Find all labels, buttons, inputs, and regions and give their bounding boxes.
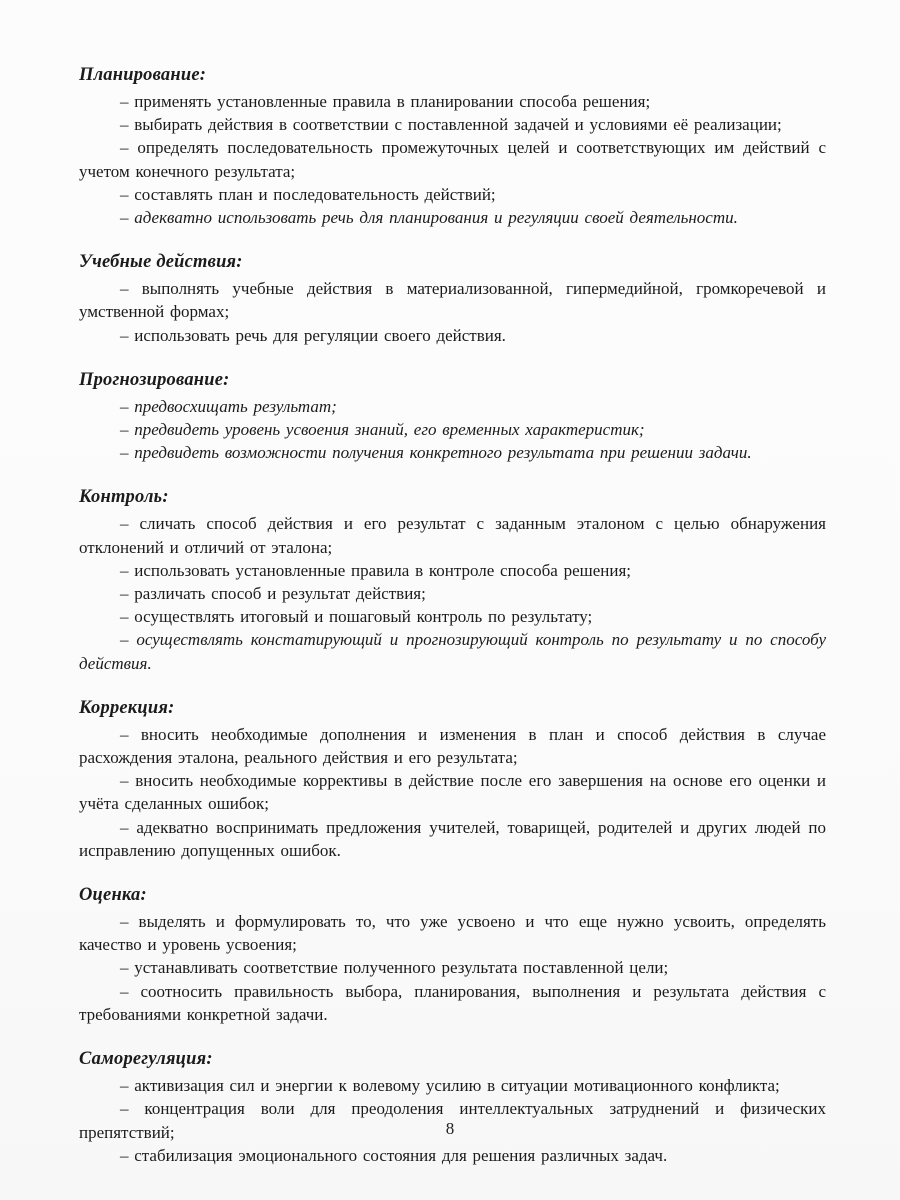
bullet-item: – активизация сил и энергии к волевому усилию в ситуации мотивационного конфликта; <box>120 1076 780 1096</box>
bullet-item: – различать способ и результат действия; <box>120 584 426 604</box>
bullet-item: – предвосхищать результат; <box>120 396 337 416</box>
bullet-item: – выбирать действия в соответствии с поставленной задачей и условиями её реализации; <box>120 115 782 135</box>
section-5 <box>79 697 826 862</box>
section-1 <box>79 64 826 229</box>
bullet-item: – осуществлять констатирующий и прогнозирующий контроль по результату и по способу действия. <box>79 630 826 673</box>
bullet-item: – стабилизация эмоционального состояния для решения различных задач. <box>120 1145 668 1165</box>
bullet-item: – осуществлять итоговый и пошаговый контроль по результату; <box>120 607 593 627</box>
section-heading: Планирование: <box>79 65 207 85</box>
bullet-item: – составлять план и последовательность действий; <box>120 184 496 204</box>
section-heading: Контроль: <box>79 487 169 508</box>
section-heading: Коррекция: <box>79 697 175 718</box>
section-3 <box>79 369 826 465</box>
section-4 <box>79 486 826 674</box>
bullet-item: – соотносить правильность выбора, планирования, выполнения и результата действия с требованиями конкретной задачи. <box>79 981 826 1024</box>
bullet-item: – выделять и формулировать то, что уже усвоено и что еще нужно усвоить, определять качество и уровень усвоения; <box>79 912 826 955</box>
bullet-item: – устанавливать соответствие полученного результата поставленной цели; <box>120 958 669 978</box>
section-6 <box>79 884 826 1026</box>
section-heading: Саморегуляция: <box>79 1049 213 1070</box>
page-number: 8 <box>445 1119 455 1138</box>
bullet-item: – адекватно воспринимать предложения учителей, товарищей, родителей и других людей по исправлению допущенных ошибок. <box>79 817 826 860</box>
section-2 <box>79 251 826 347</box>
bullet-item: – предвидеть уровень усвоения знаний, его временных характеристик; <box>120 420 645 440</box>
bullet-item: – вносить необходимые коррективы в действие после его завершения на основе его оценки и учёта сделанных ошибок; <box>79 771 826 814</box>
bullet-item: – использовать установленные правила в контроле способа решения; <box>120 560 632 580</box>
page-content <box>79 64 826 1167</box>
section-7 <box>79 1048 826 1167</box>
section-heading: Учебные действия: <box>79 252 243 273</box>
section-heading: Оценка: <box>79 885 147 906</box>
bullet-item: – сличать способ действия и его результат с заданным эталоном с целью обнаружения отклонений и отличий от эталона; <box>79 514 826 557</box>
bullet-item: – использовать речь для регуляции своего действия. <box>120 325 506 345</box>
bullet-item: – применять установленные правила в планировании способа решения; <box>120 92 651 111</box>
bullet-item: – адекватно использовать речь для планирования и регуляции своей деятельности. <box>120 208 738 228</box>
bullet-item: – выполнять учебные действия в материализованной, гипермедийной, громкоречевой и умственной формах; <box>79 279 826 322</box>
bullet-item: – вносить необходимые дополнения и изменения в план и способ действия в случае расхождения эталона, реального действия и его результата; <box>79 724 826 768</box>
bullet-item: – концентрация воли для преодоления интеллектуальных затруднений и физических препятствий; <box>79 1099 826 1142</box>
bullet-item: – предвидеть возможности получения конкретного результата при решении задачи. <box>120 443 752 463</box>
bullet-item: – определять последовательность промежуточных целей и соответствующих им действий с учетом конечного результата; <box>79 138 826 181</box>
section-heading: Прогнозирование: <box>79 369 230 390</box>
